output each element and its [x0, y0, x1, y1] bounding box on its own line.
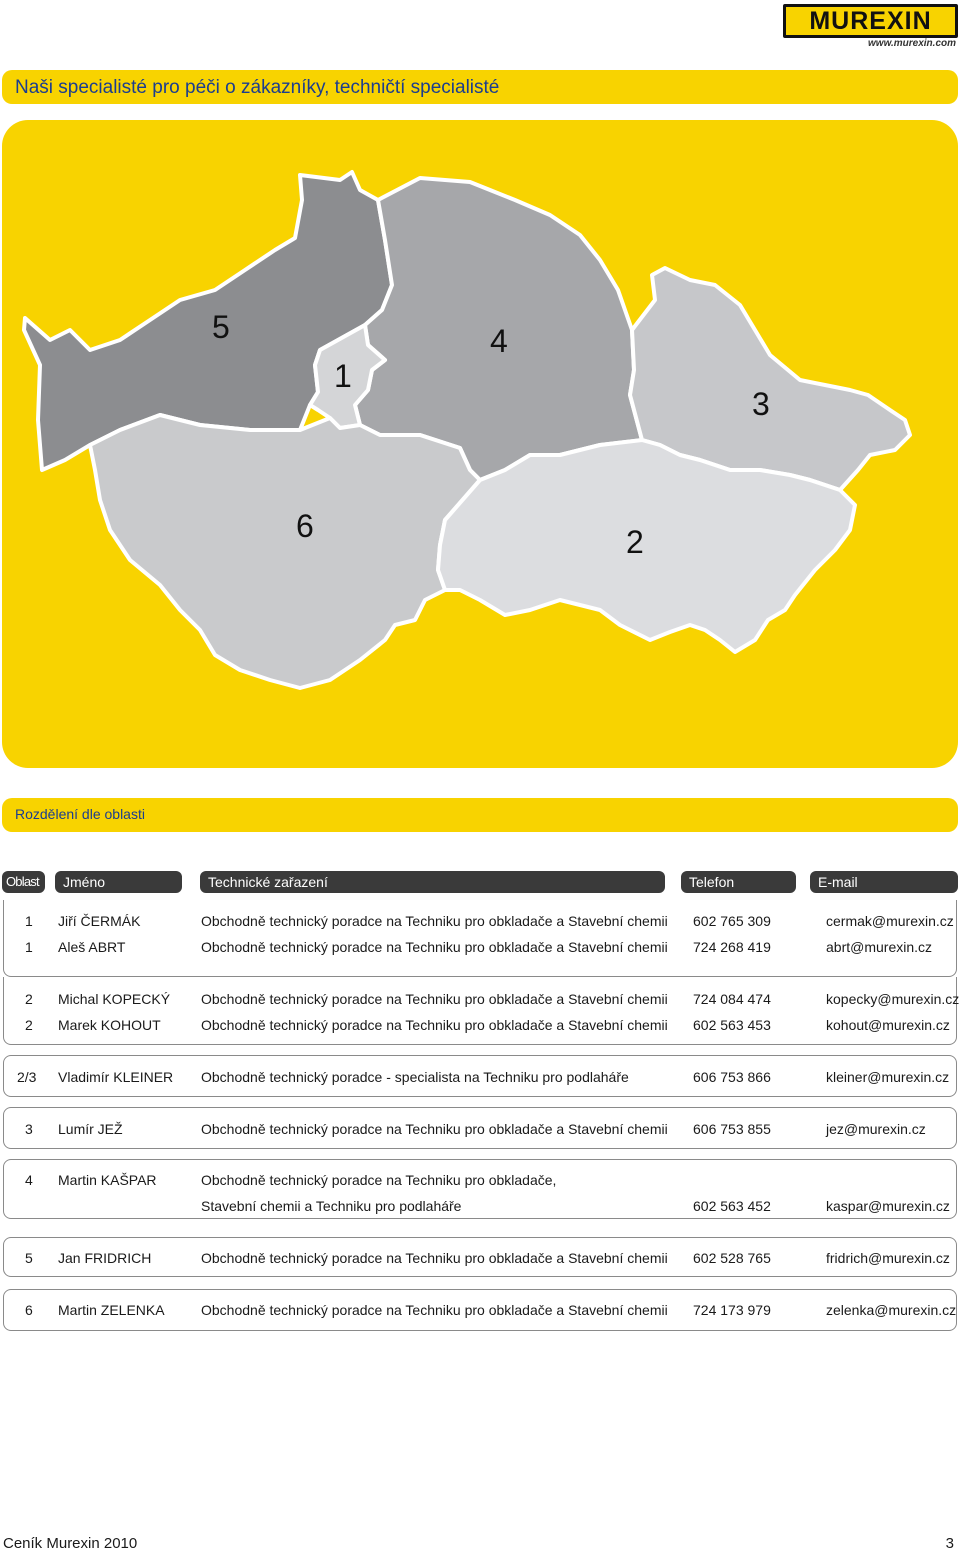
col-header-zarazeni: Technické zařazení [200, 871, 665, 893]
table-group-4: 3 Lumír JEŽ Obchodně technický poradce na Techniku pro obkladače a Stavební chemii 606 753 855 jez@murexin.cz [3, 1107, 957, 1149]
email-link[interactable]: abrt@murexin.cz [826, 939, 933, 955]
map-label-2: 2 [626, 524, 644, 560]
map-label-5: 5 [212, 309, 230, 345]
col-header-telefon: Telefon [681, 871, 796, 893]
map-label-1: 1 [334, 358, 352, 394]
footer-title: Ceník Murexin 2010 [3, 1535, 138, 1552]
email-link[interactable]: zelenka@murexin.cz [826, 1302, 957, 1318]
page-number: 3 [945, 1535, 954, 1552]
section-bar [2, 798, 958, 832]
logo-text: MUREXIN [786, 7, 955, 35]
email-link[interactable]: fridrich@murexin.cz [826, 1250, 950, 1266]
map-label-3: 3 [752, 386, 770, 422]
email-link[interactable]: cermak@murexin.cz [826, 913, 954, 929]
logo-url: www.murexin.com [868, 38, 956, 49]
table-group-2: 2 Michal KOPECKÝ Obchodně technický poradce na Techniku pro obkladače a Stavební chemii 724 084 474 kopecky@murexin.cz 2 Marek KOHOUT Obchodně technický poradce na Techniku pro obkladače a Stavební chemii 602 563 453 kohout@murexin.cz [3, 977, 957, 1045]
table-group-3: 2/3 Vladimír KLEINER Obchodně technický poradce - specialista na Techniku pro podlaháře 606 753 866 kleiner@murexin.cz [3, 1055, 957, 1097]
table-group-5: 4 Martin KAŠPAR Obchodně technický poradce na Techniku pro obkladače, Stavební chemii a Techniku pro podlaháře 602 563 452 kaspar@murexin.cz [3, 1159, 957, 1219]
email-link[interactable]: kleiner@murexin.cz [826, 1069, 950, 1085]
map-label-6: 6 [296, 508, 314, 544]
col-header-jmeno: Jméno [55, 871, 182, 893]
email-link[interactable]: jez@murexin.cz [826, 1121, 926, 1137]
table-group-1: 1 Jiří ČERMÁK Obchodně technický poradce na Techniku pro obkladače a Stavební chemii 602 765 309 cermak@murexin.cz 1 Aleš ABRT Obchodně technický poradce na Techniku pro obkladače a Stavební chemii 724 268 419 abrt@murexin.cz [3, 900, 957, 977]
col-header-email: E-mail [810, 871, 958, 893]
email-link[interactable]: kohout@murexin.cz [826, 1017, 950, 1033]
map-label-4: 4 [490, 323, 508, 359]
table-group-6: 5 Jan FRIDRICH Obchodně technický poradce na Techniku pro obkladače a Stavební chemii 602 528 765 fridrich@murexin.cz [3, 1237, 957, 1277]
email-link[interactable]: kaspar@murexin.cz [826, 1198, 950, 1214]
map-region-6 [90, 415, 480, 688]
table-group-7: 6 Martin ZELENKA Obchodně technický poradce na Techniku pro obkladače a Stavební chemii 724 173 979 zelenka@murexin.cz [3, 1289, 957, 1331]
email-link[interactable]: kopecky@murexin.cz [826, 991, 960, 1007]
section-title: Rozdělení dle oblasti [15, 806, 145, 822]
page-title: Naši specialisté pro péči o zákazníky, techničtí specialisté [15, 77, 500, 98]
col-header-oblast: Oblast [2, 871, 45, 893]
